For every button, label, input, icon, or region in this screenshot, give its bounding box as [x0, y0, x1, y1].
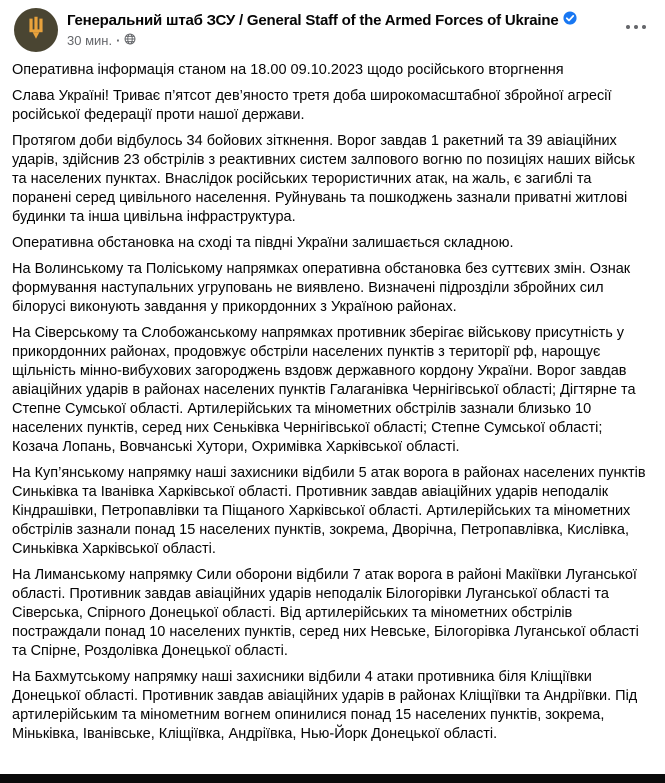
post-header-text: [67, 8, 619, 48]
post-paragraph: На Бахмутському напрямку наші захисники відбили 4 атаки противника біля Кліщіївки Донецької області. Противник завдав авіаційних ударів в районах Кліщіївки та Андріївки. Під артилерійським та мінометним вогнем опинилися понад 15 населених пунктів, зокрема, Міньківка, Іванівське, Кліщіївка, Андріївка, Нью-Йорк Донецької області.: [12, 669, 638, 742]
post-paragraph: Оперативна обстановка на сході та півдні України залишається складною.: [12, 235, 514, 251]
ukraine-trident-icon: [21, 13, 51, 48]
meta-separator: ·: [116, 33, 121, 48]
attached-image-top-edge[interactable]: [0, 774, 665, 783]
post-paragraph: На Сіверському та Слобожанському напрямках противник зберігає військову присутність у прикордонних районах, продовжує обстріли населених пунктів з території рф, нарощує щільність мінно-вибухових загороджень вздовж державного кордону України. Ворог завдав авіаційних ударів в районах населених пунктів Галаганівка Чернігівської області; Дігтярне та Степне Сумської області. Артилерійських та мінометних обстрілів зазнали близько 10 населених пунктів, серед них Сеньківка Чернігівської області; Степне Сумської області; Козача Лопань, Вовчанські Хутори, Охримівка Харківської області.: [12, 325, 636, 455]
timestamp[interactable]: 30 мин.: [67, 33, 113, 48]
post-paragraph: Протягом доби відбулось 34 бойових зіткнення. Ворог завдав 1 ракетний та 39 авіаційних ударів, здійснив 23 обстрілів з реактивних систем залпового вогню по позиціях наших військ та населених пунктах. Внаслідок російських терористичних атак, на жаль, є загиблі та поранені серед цивільного населення. Руйнувань та пошкоджень зазнали приватні житлові будинки та інша цивільна інфраструктура.: [12, 133, 635, 225]
page-title-row: [67, 11, 619, 30]
ellipsis-icon: [625, 18, 647, 35]
post-header: [0, 0, 665, 54]
post-meta: [67, 33, 619, 48]
post-paragraph: На Лиманському напрямку Сили оборони відбили 7 атак ворога в районі Макіївки Луганської області. Противник завдав авіаційних ударів неподалік Білогорівки Луганської області та Сіверська, Спірного Донецької області. Від артилерійських та мінометних обстрілів постраждали понад 10 населених пунктів, серед них Невське, Білогорівка Луганської області та Спірне, Роздолівка Донецької області.: [12, 567, 639, 659]
post-paragraph: На Куп’янському напрямку наші захисники відбили 5 атак ворога в районах населених пунктів Синьківка та Іванівка Харківської області. Противник завдав авіаційних ударів неподалік Кіндрашівки, Петропавлівки та Піщаного Харківської області. Артилерійських та мінометних обстрілів зазнали понад 15 населених пунктів, зокрема, Дворічна, Петропавлівка, Кислівка, Синьківка Харківської області.: [12, 465, 646, 557]
avatar[interactable]: [14, 8, 58, 52]
post-paragraph: Оперативна інформація станом на 18.00 09.10.2023 щодо російського вторгнення: [12, 62, 564, 78]
post-text: [0, 54, 665, 744]
more-options-button[interactable]: [619, 10, 653, 44]
page-name-link[interactable]: Генеральний штаб ЗСУ / General Staff of the Armed Forces of Ukraine: [67, 12, 559, 29]
post-paragraph: Слава Україні! Триває п’ятсот дев’яносто третя доба широкомасштабної збройної агресії російської федерації проти нашої держави.: [12, 88, 612, 123]
post-paragraph: На Волинському та Поліському напрямках оперативна обстановка без суттєвих змін. Ознак формування наступальних угруповань не виявлено. Визначені підрозділи збройних сил білорусі виконують завдання у прикордонних з Україною районах.: [12, 261, 631, 315]
verified-badge-icon: [563, 11, 577, 30]
globe-privacy-icon: [124, 33, 136, 48]
